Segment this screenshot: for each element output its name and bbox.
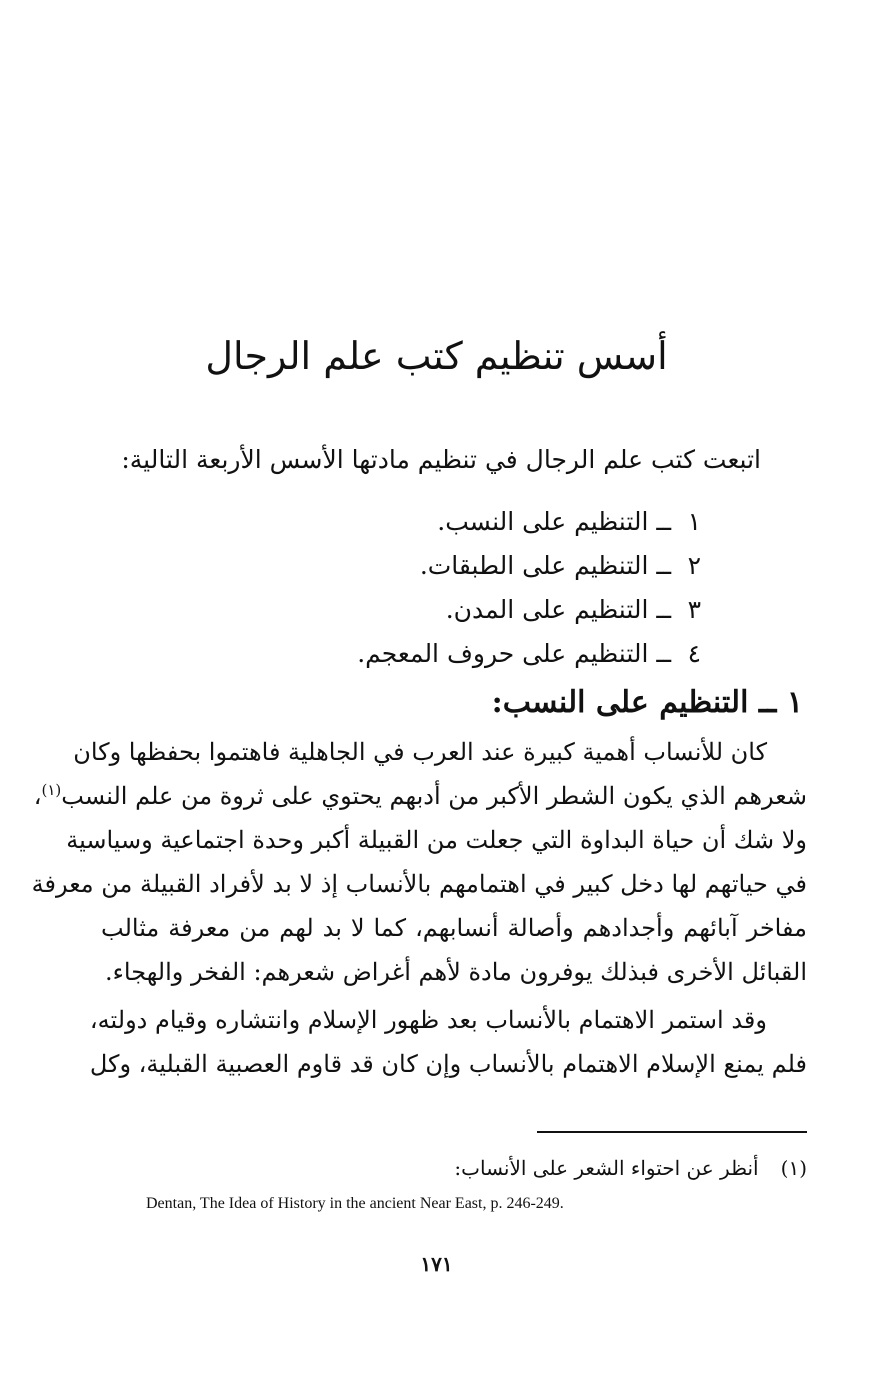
paragraph-line (33, 774, 807, 818)
intro-sentence: اتبعت كتب علم الرجال في تنظيم مادتها الأسس الأربعة التالية: (121, 445, 761, 474)
list-item (141, 632, 701, 676)
list-item (141, 544, 701, 588)
list-item-text: ــ التنظيم على النسب. (437, 507, 672, 536)
list-item (141, 500, 701, 544)
list-item-number: ٤ (687, 639, 701, 668)
paragraph-line: فلم يمنع الإسلام الاهتمام بالأنساب وإن كان قد قاوم العصبية القبلية، وكل (89, 1050, 807, 1078)
footnote-arabic-text: أنظر عن احتواء الشعر على الأنساب: (454, 1156, 759, 1180)
page-number: ١٧١ (420, 1252, 453, 1276)
organization-bases-list (141, 500, 701, 676)
list-item-number: ٣ (687, 595, 701, 624)
footnote-citation: Dentan, The Idea of History in the ancient Near East, p. 246-249. (146, 1195, 564, 1212)
paragraph-line: في حياتهم لها دخل كبير في اهتمامهم بالأنساب إذ لا بد لأفراد القبيلة من معرفة (31, 870, 807, 898)
list-item-number: ١ (687, 507, 701, 536)
paragraph-genealogy-importance (31, 730, 807, 994)
paragraph-islam-era (89, 998, 807, 1086)
paragraph-line: ولا شك أن حياة البداوة التي جعلت من القبيلة أكبر وحدة اجتماعية وسياسية (66, 826, 807, 854)
paragraph-line: وقد استمر الاهتمام بالأنساب بعد ظهور الإسلام وانتشاره وقيام دولته، (89, 1006, 767, 1034)
footnote-divider (537, 1131, 807, 1133)
footnote-number: (١) (780, 1156, 807, 1180)
list-item-number: ٢ (687, 551, 701, 580)
paragraph-line: مفاخر آبائهم وأجدادهم وأصالة أنسابهم، كما لا بد لهم من معرفة مثالب (101, 914, 807, 942)
footnote-reference[interactable]: (١) (41, 781, 62, 799)
list-item-text: ــ التنظيم على المدن. (445, 595, 672, 624)
paragraph-line: كان للأنساب أهمية كبيرة عند العرب في الجاهلية فاهتموا بحفظها وكان (73, 738, 767, 766)
list-item-text: ــ التنظيم على الطبقات. (419, 551, 672, 580)
section-heading: ١ ــ التنظيم على النسب: (491, 685, 803, 720)
page-title: أسس تنظيم كتب علم الرجال (205, 334, 668, 378)
footnote-arabic (107, 1152, 807, 1184)
list-item (141, 588, 701, 632)
list-item-text: ــ التنظيم على حروف المعجم. (357, 639, 672, 668)
paragraph-line: القبائل الأخرى فبذلك يوفرون مادة لأهم أغراض شعرهم: الفخر والهجاء. (104, 958, 807, 986)
paragraph-line-text: شعرهم الذي يكون الشطر الأكبر من أدبهم يحتوي على ثروة من علم النسب (61, 782, 807, 810)
paragraph-line-punctuation: ، (33, 782, 42, 810)
